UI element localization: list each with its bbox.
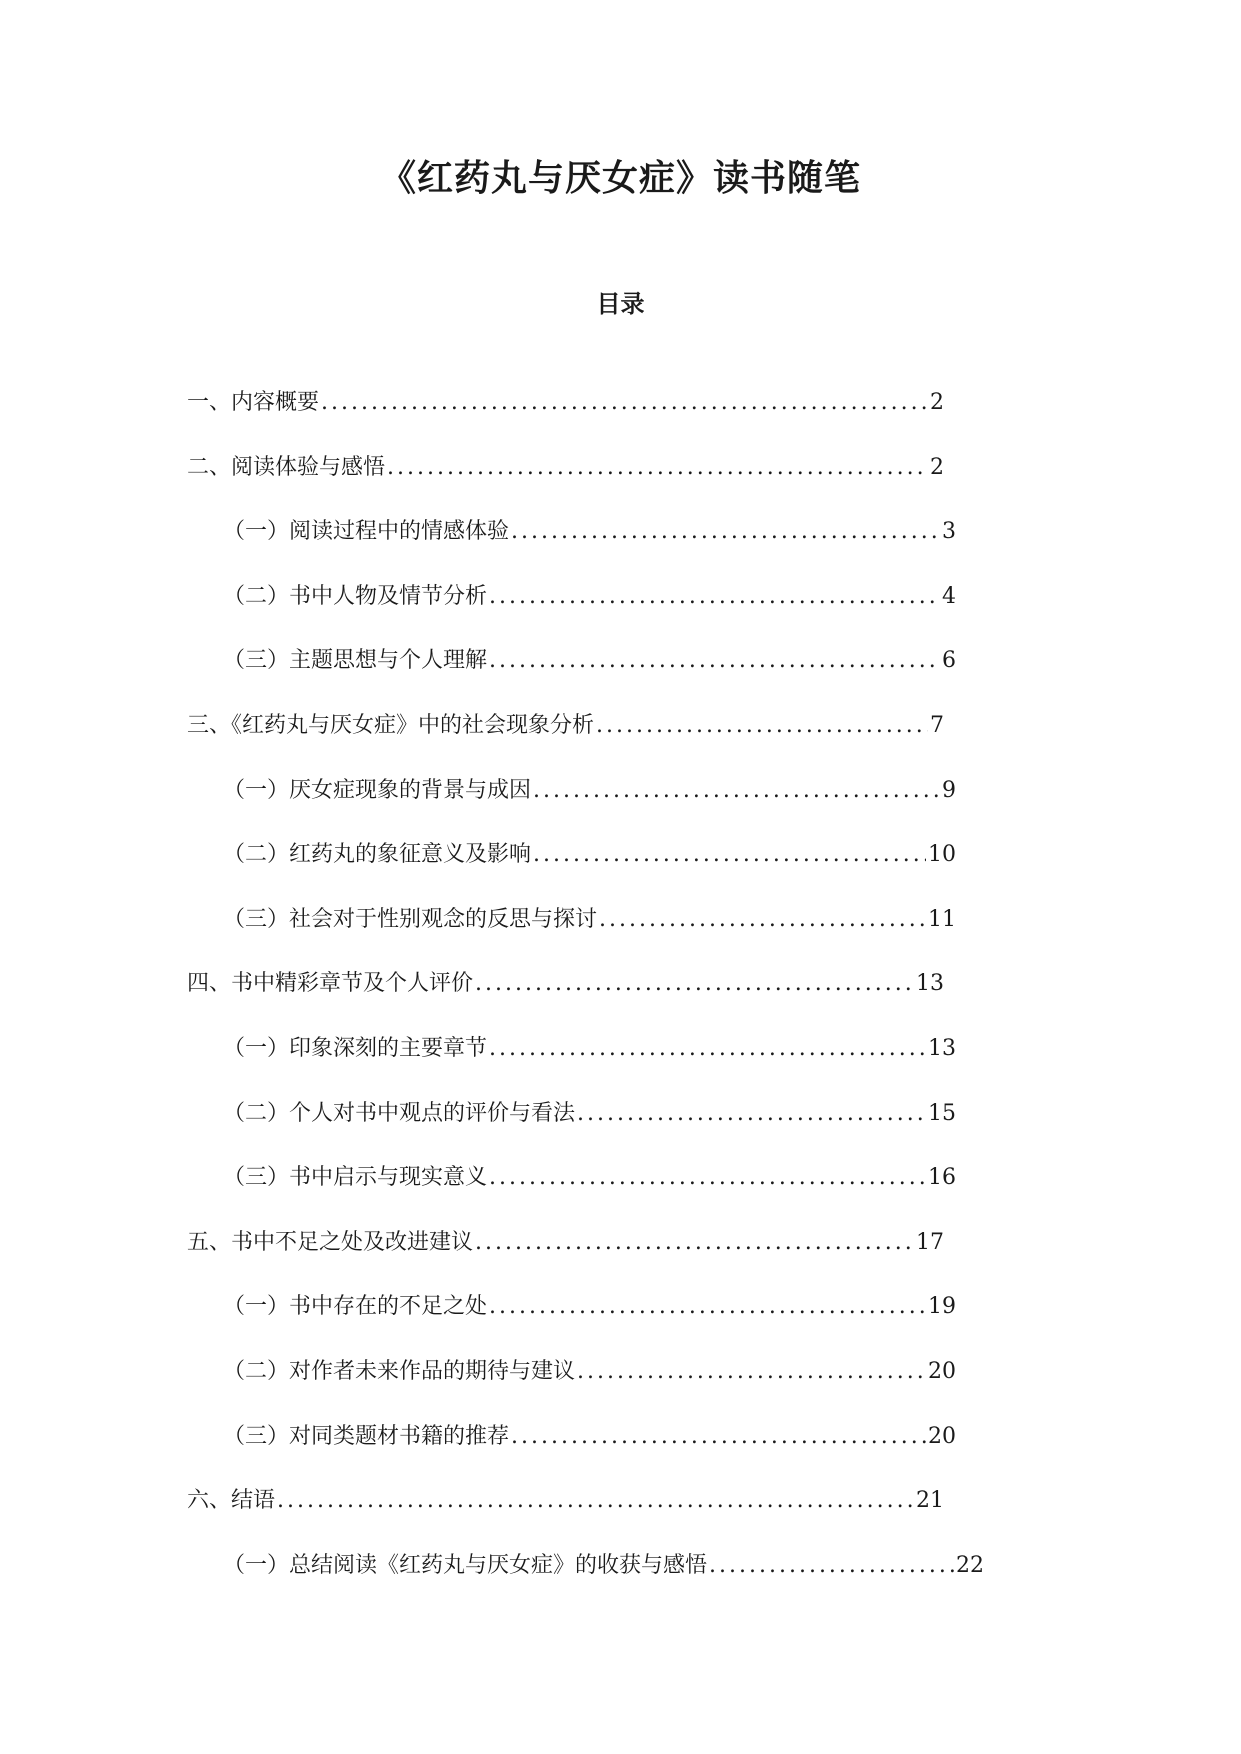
toc-entry-page: 10 xyxy=(928,842,956,868)
toc-entry[interactable] xyxy=(187,388,944,418)
toc-entry[interactable] xyxy=(223,1422,956,1452)
toc-entry[interactable] xyxy=(187,1228,944,1258)
toc-entry-page: 2 xyxy=(930,390,944,415)
toc-entry[interactable] xyxy=(223,776,956,806)
toc-dot-leader xyxy=(277,1486,914,1516)
toc-entry-label: 三、《红药丸与厌女症》中的社会现象分析 xyxy=(187,713,595,738)
toc-entry-page: 20 xyxy=(928,1359,956,1384)
toc-dot-leader xyxy=(475,1228,914,1258)
toc-dot-leader xyxy=(489,582,940,612)
toc-entry-label: （二）书中人物及情节分析 xyxy=(223,583,488,609)
toc-heading: 目录 xyxy=(596,290,645,318)
toc-entry[interactable] xyxy=(223,582,956,612)
toc-entry-label: 六、结语 xyxy=(187,1488,276,1514)
toc-entry-page: 6 xyxy=(942,648,956,674)
document-title: 《红药丸与厌女症》读书随笔 xyxy=(379,158,861,199)
toc-entry-label: （三）主题思想与个人理解 xyxy=(223,648,488,674)
toc-entry-page: 3 xyxy=(942,519,956,545)
toc-entry-label: 二、阅读体验与感悟 xyxy=(187,454,386,480)
toc-entry-page: 7 xyxy=(930,713,944,738)
toc-entry[interactable] xyxy=(223,1357,956,1387)
toc-dot-leader xyxy=(533,840,926,870)
toc-entry[interactable] xyxy=(187,711,944,741)
toc-entry[interactable] xyxy=(223,1163,956,1193)
toc-entry[interactable] xyxy=(187,1486,944,1516)
toc-entry-label: （三）社会对于性别观念的反思与探讨 xyxy=(223,906,598,932)
toc-entry-label: （一）书中存在的不足之处 xyxy=(223,1294,488,1320)
toc-entry-page: 13 xyxy=(928,1036,956,1061)
toc-entry-page: 19 xyxy=(928,1294,956,1320)
toc-dot-leader xyxy=(599,905,926,935)
toc-entry[interactable] xyxy=(223,840,956,870)
toc-dot-leader xyxy=(489,1292,926,1322)
toc-dot-leader xyxy=(489,1034,926,1064)
toc-entry-page: 13 xyxy=(916,971,944,997)
toc-entry-page: 2 xyxy=(930,454,944,480)
toc-entry-label: （三）对同类题材书籍的推荐 xyxy=(223,1423,510,1449)
toc-dot-leader xyxy=(577,1357,926,1387)
toc-dot-leader xyxy=(387,453,928,483)
toc-entry-label: （二）个人对书中观点的评价与看法 xyxy=(223,1100,576,1126)
toc-entry-label: 四、书中精彩章节及个人评价 xyxy=(187,971,474,997)
toc-dot-leader xyxy=(475,969,914,999)
toc-entry[interactable] xyxy=(223,646,956,676)
toc-entry-label: （二）红药丸的象征意义及影响 xyxy=(223,842,532,868)
toc-entry-page: 16 xyxy=(928,1165,956,1191)
toc-dot-leader xyxy=(321,388,928,418)
toc-entry[interactable] xyxy=(223,1292,956,1322)
toc-entry[interactable] xyxy=(223,517,956,547)
toc-entry-page: 15 xyxy=(928,1100,956,1126)
toc-dot-leader xyxy=(511,1422,926,1452)
toc-dot-leader xyxy=(489,646,940,676)
toc-entry[interactable] xyxy=(223,1034,956,1064)
toc-entry-page: 17 xyxy=(916,1229,944,1255)
toc-dot-leader xyxy=(511,517,940,547)
toc-entry-page: 9 xyxy=(942,777,956,803)
toc-entry[interactable] xyxy=(187,453,944,483)
toc-dot-leader xyxy=(533,776,940,806)
toc-dot-leader xyxy=(709,1551,954,1581)
toc-entry-label: （三）书中启示与现实意义 xyxy=(223,1165,488,1191)
toc-entry-page: 11 xyxy=(928,906,956,932)
toc-entry-page: 22 xyxy=(956,1552,984,1578)
toc-entry-label: （二）对作者未来作品的期待与建议 xyxy=(223,1359,576,1384)
toc-entry-label: （一）印象深刻的主要章节 xyxy=(223,1036,488,1061)
toc-dot-leader xyxy=(577,1099,926,1129)
toc-entry-label: 五、书中不足之处及改进建议 xyxy=(187,1229,474,1255)
toc-dot-leader xyxy=(596,711,928,741)
toc-entry[interactable] xyxy=(223,1551,984,1581)
toc-entry-label: （一）总结阅读《红药丸与厌女症》的收获与感悟 xyxy=(223,1552,708,1578)
toc-entry[interactable] xyxy=(223,905,956,935)
toc-entry-page: 4 xyxy=(942,583,956,609)
toc-entry[interactable] xyxy=(223,1099,956,1129)
toc-entry-label: （一）阅读过程中的情感体验 xyxy=(223,519,510,545)
toc-entry-label: （一）厌女症现象的背景与成因 xyxy=(223,777,532,803)
toc-entry[interactable] xyxy=(187,969,944,999)
toc-entry-page: 21 xyxy=(916,1488,944,1514)
toc-entry-page: 20 xyxy=(928,1423,956,1449)
toc-dot-leader xyxy=(489,1163,926,1193)
toc-entry-label: 一、内容概要 xyxy=(187,390,320,415)
